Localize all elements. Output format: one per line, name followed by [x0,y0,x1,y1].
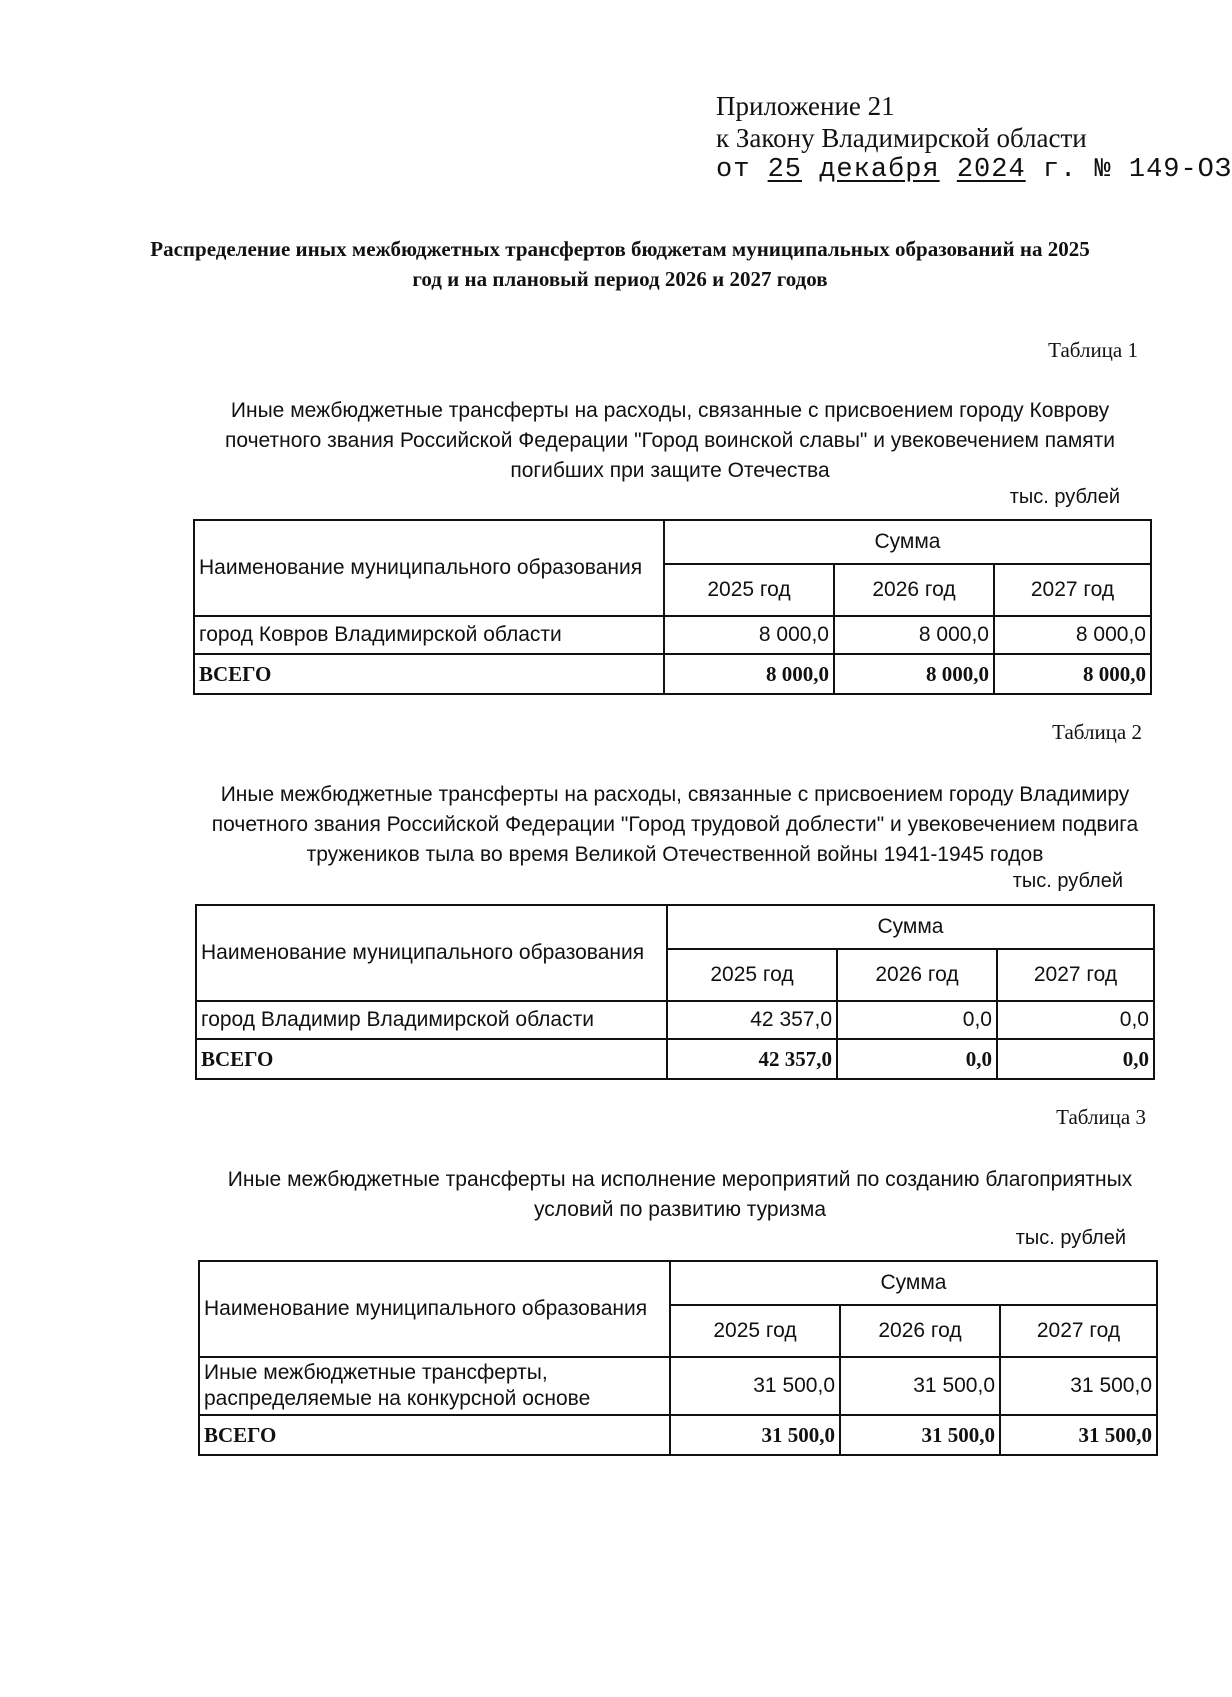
total-label: ВСЕГО [196,1039,667,1079]
header-sum: Сумма [664,520,1151,564]
header-year: 2027 год [997,949,1154,1001]
total-value: 8 000,0 [664,654,834,694]
row-name: город Владимир Владимирской области [196,1001,667,1039]
header-name: Наименование муниципального образования [194,520,664,616]
table-3-units: тыс. рублей [1015,1227,1126,1249]
total-value: 0,0 [997,1039,1154,1079]
row-value: 8 000,0 [994,616,1151,654]
header-name: Наименование муниципального образования [199,1261,670,1357]
table-2-units: тыс. рублей [1012,870,1123,892]
table-3-caption: Иные межбюджетные трансферты на исполнение мероприятий по созданию благоприятных условий по развитию туризма [227,1168,1133,1221]
header-year: 2026 год [834,564,994,616]
document-title: Распределение иных межбюджетных трансфертов бюджетам муниципальных образований на 2025 год и на плановый период 2026 и 2027 годов [150,237,1090,291]
date-day: 25 [767,155,803,185]
row-value: 0,0 [837,1001,997,1039]
row-value: 31 500,0 [670,1357,840,1415]
header-year: 2027 год [1000,1305,1157,1357]
row-name: Иные межбюджетные трансферты, распределяемые на конкурсной основе [199,1357,670,1415]
table-3 [198,1260,1158,1456]
total-value: 31 500,0 [840,1415,1000,1455]
table-row [196,1001,1154,1039]
header-sum: Сумма [670,1261,1157,1305]
total-value: 8 000,0 [834,654,994,694]
total-label: ВСЕГО [199,1415,670,1455]
table-2-label: Таблица 2 [1052,720,1142,744]
date-month: декабря [819,155,940,185]
appendix-law-reference: к Закону Владимирской области [716,123,1087,153]
row-value: 8 000,0 [664,616,834,654]
row-value: 8 000,0 [834,616,994,654]
table-3-label: Таблица 3 [1056,1105,1146,1129]
table-1-caption: Иные межбюджетные трансферты на расходы, связанные с присвоением городу Коврову почетного звания Российской Федерации "Город воинской славы" и увековечением памяти погибших при защите Отечества [225,399,1115,482]
date-year: 2024 [956,155,1026,185]
table-1-units: тыс. рублей [1009,486,1120,508]
total-value: 8 000,0 [994,654,1151,694]
row-value: 0,0 [997,1001,1154,1039]
law-number: г. № 149-ОЗ [1042,155,1232,185]
header-year: 2025 год [670,1305,840,1357]
total-row [199,1415,1157,1455]
total-value: 31 500,0 [1000,1415,1157,1455]
header-year: 2025 год [667,949,837,1001]
total-value: 0,0 [837,1039,997,1079]
header-year: 2025 год [664,564,834,616]
row-value: 31 500,0 [840,1357,1000,1415]
appendix-law-date [716,154,1232,186]
total-label: ВСЕГО [194,654,664,694]
total-value: 31 500,0 [670,1415,840,1455]
row-name: город Ковров Владимирской области [194,616,664,654]
header-year: 2026 год [837,949,997,1001]
row-value: 31 500,0 [1000,1357,1157,1415]
appendix-header [716,90,1232,186]
table-row [199,1357,1157,1415]
total-row [194,654,1151,694]
header-year: 2026 год [840,1305,1000,1357]
row-value: 42 357,0 [667,1001,837,1039]
header-name: Наименование муниципального образования [196,905,667,1001]
table-2-caption: Иные межбюджетные трансферты на расходы, связанные с присвоением городу Владимиру почетного звания Российской Федерации "Город трудовой доблести" и увековечением подвига тружеников тыла во время Великой Отечественной войны 1941-1945 годов [211,783,1139,866]
date-prefix: от [716,155,751,185]
table-2 [195,904,1155,1080]
total-row [196,1039,1154,1079]
header-sum: Сумма [667,905,1154,949]
total-value: 42 357,0 [667,1039,837,1079]
table-row [194,616,1151,654]
header-year: 2027 год [994,564,1151,616]
table-1-label: Таблица 1 [1048,338,1138,362]
table-1 [193,519,1152,695]
appendix-number: Приложение 21 [716,91,895,121]
